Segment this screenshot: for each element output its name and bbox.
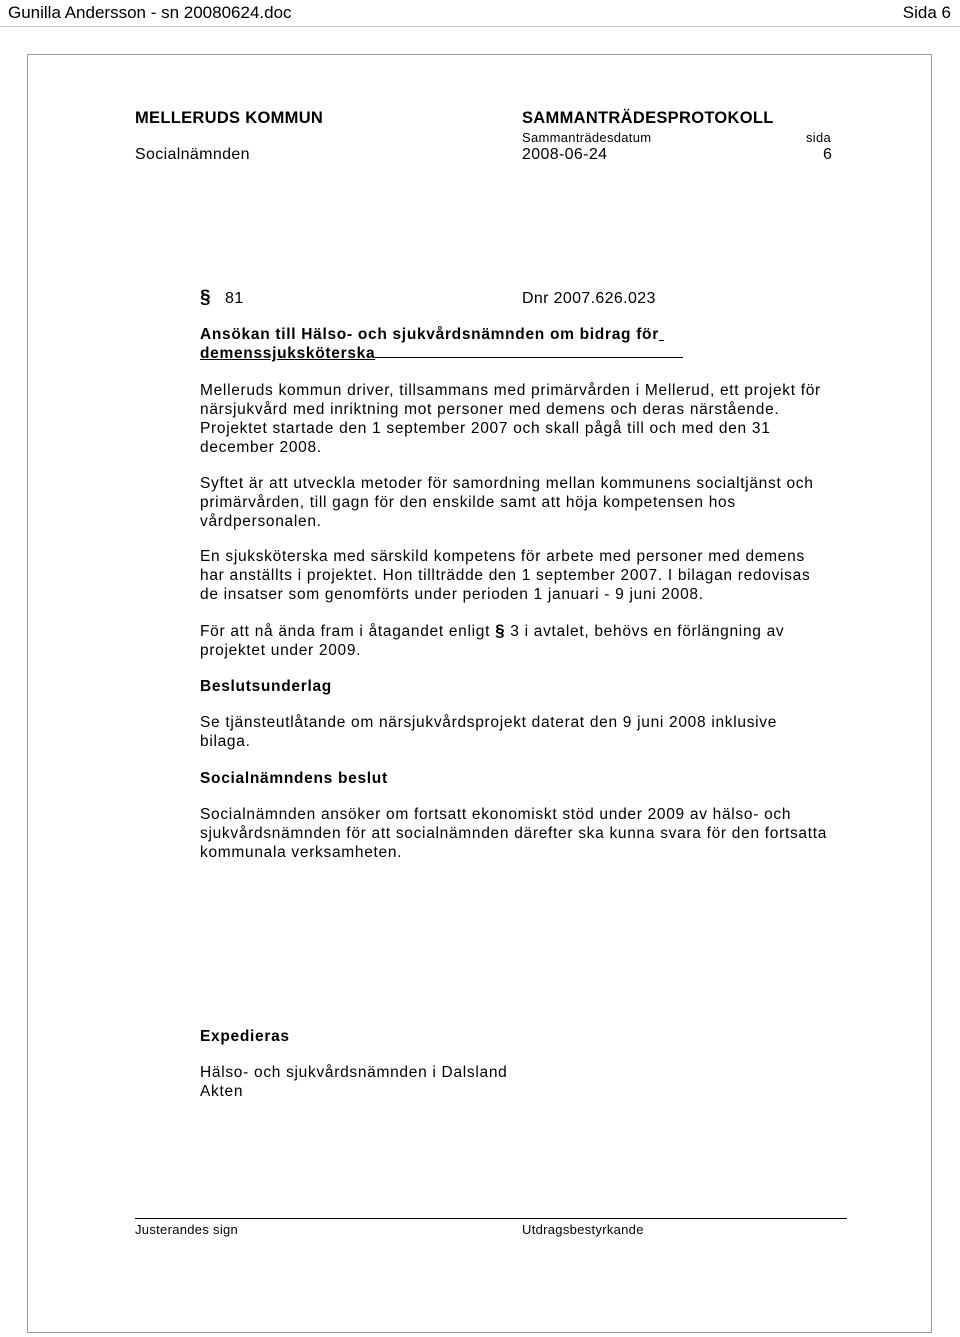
page-indicator: Sida 6 <box>902 3 951 22</box>
dispatch-recipient: Hälso- och sjukvårdsnämnden i Dalsland <box>200 1064 508 1081</box>
decision-line: kommunala verksamheten. <box>200 844 403 861</box>
p2-line: Syftet är att utveckla metoder för samordning mellan kommunens socialtjänst och <box>200 475 814 492</box>
p1-line: närsjukvård med inriktning mot personer med demens och deras närstående. <box>200 401 780 418</box>
p4-text: 3 i avtalet, behövs en förlängning av <box>510 623 785 640</box>
decision-line: Socialnämnden ansöker om fortsatt ekonomiskt stöd under 2009 av hälso- och <box>200 806 792 823</box>
p3-line: En sjuksköterska med särskild kompetens för arbete med personer med demens <box>200 548 805 565</box>
window-titlebar <box>0 0 960 26</box>
page-label: sida <box>806 130 832 145</box>
paragraph-3 <box>200 547 860 604</box>
footer-rule <box>135 1218 847 1219</box>
case-number <box>200 287 244 309</box>
decision-line: sjukvårdsnämnden för att socialnämnden därefter ska kunna svara för den fortsatta <box>200 825 828 842</box>
document-title: Gunilla Andersson - sn 20080624.doc <box>8 3 292 22</box>
paragraph-2 <box>200 474 860 531</box>
decision-text <box>200 805 860 862</box>
certify-label: Utdragsbestyrkande <box>522 1222 644 1237</box>
case-number-value: 81 <box>225 290 244 307</box>
dispatch-heading: Expedieras <box>200 1028 290 1045</box>
paragraph-1 <box>200 381 860 457</box>
titlebar-divider <box>0 26 960 27</box>
basis-line: Se tjänsteutlåtande om närsjukvårdsprojekt daterat den 9 juni 2008 inklusive <box>200 714 778 731</box>
paragraph-4 <box>200 621 860 660</box>
p2-line: primärvården, till gagn för den enskilde samt att höja kompetensen hos <box>200 494 736 511</box>
dispatch-recipient: Akten <box>200 1083 244 1100</box>
p1-line: december 2008. <box>200 439 322 456</box>
p2-line: vårdpersonalen. <box>200 513 322 530</box>
doc-type: SAMMANTRÄDESPROTOKOLL <box>522 109 774 127</box>
title-underline <box>375 345 683 358</box>
p4-line: projektet under 2009. <box>200 642 362 659</box>
p1-line: Projektet startade den 1 september 2007 och skall pågå till och med den 31 <box>200 420 771 437</box>
paragraph-symbol: § <box>200 287 211 308</box>
p3-line: har anställts i projektet. Hon tillträdde den 1 september 2007. I bilagan redovisas <box>200 567 811 584</box>
basis-text <box>200 713 860 751</box>
case-title <box>200 325 860 363</box>
meeting-date: 2008-06-24 <box>522 146 608 163</box>
decision-heading: Socialnämndens beslut <box>200 770 388 787</box>
sign-label: Justerandes sign <box>135 1222 239 1237</box>
p1-line: Melleruds kommun driver, tillsammans med primärvården i Mellerud, ett projekt för <box>200 382 821 399</box>
dnr: Dnr 2007.626.023 <box>522 290 656 307</box>
committee-name: Socialnämnden <box>135 146 250 163</box>
case-title-line1: Ansökan till Hälso- och sjukvårdsnämnden om bidrag för <box>200 326 659 343</box>
p3-line: de insatser som genomförts under perioden 1 januari - 9 juni 2008. <box>200 586 704 603</box>
date-label: Sammanträdesdatum <box>522 130 652 145</box>
p4-text: För att nå ända fram i åtagandet enligt <box>200 623 491 640</box>
dispatch-list <box>200 1063 860 1101</box>
basis-heading: Beslutsunderlag <box>200 678 332 695</box>
paragraph-symbol-inline: § <box>495 621 506 640</box>
org-name: MELLERUDS KOMMUN <box>135 109 324 127</box>
page-number: 6 <box>823 146 833 163</box>
basis-line: bilaga. <box>200 733 251 750</box>
case-title-line2: demenssjuksköterska <box>200 345 376 362</box>
